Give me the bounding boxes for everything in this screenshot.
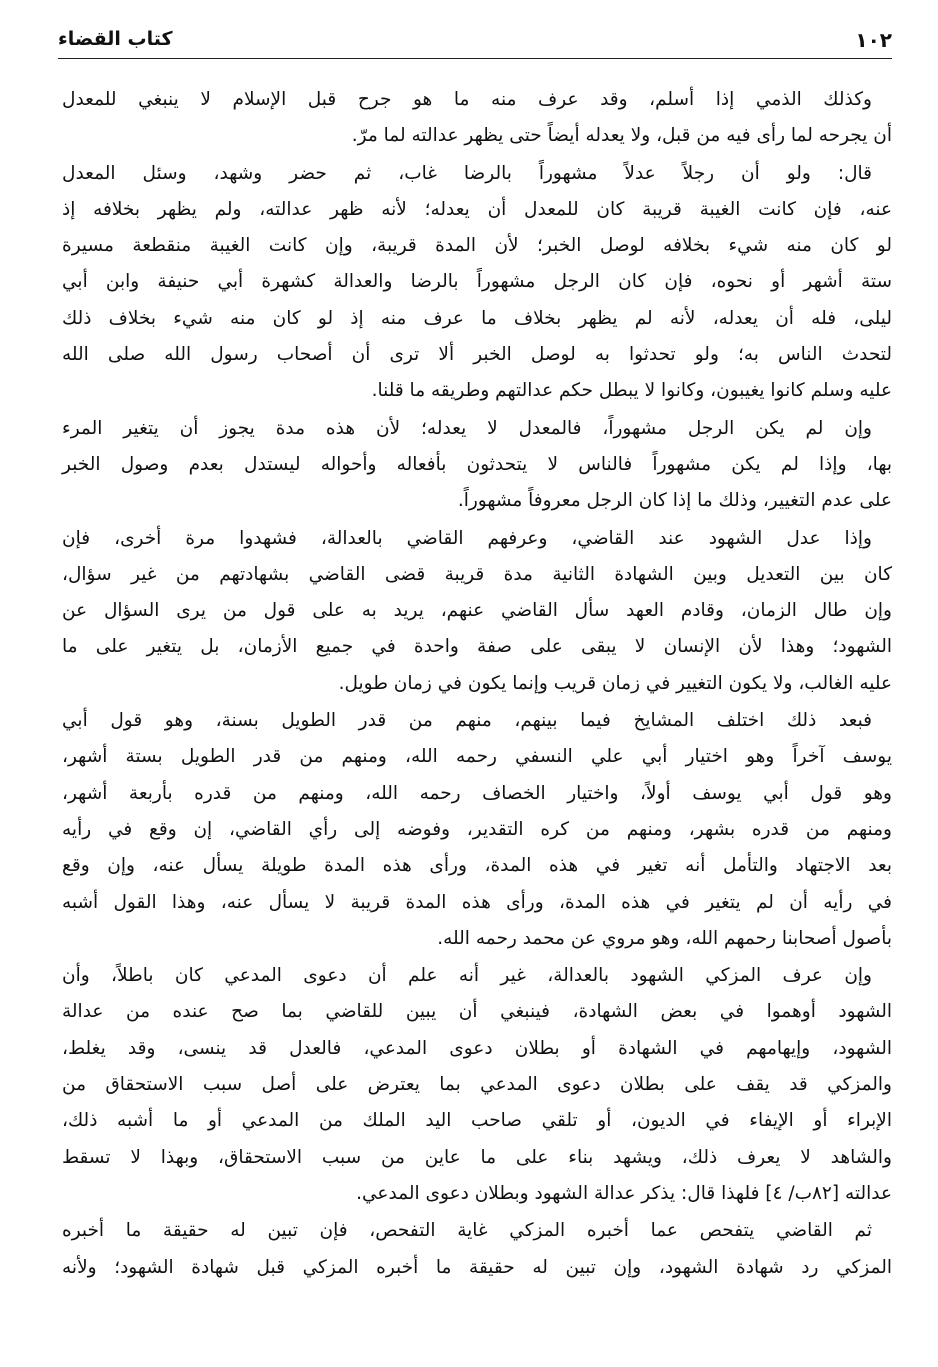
text-line: بعد الاجتهاد والتأمل أنه تغير في هذه المدة، ورأى هذه المدة طويلة يسأل عنه، وإن وقع — [62, 855, 892, 877]
text-line: الإبراء أو الإيفاء في الديون، أو تلقي صاحب اليد الملك من المدعي أو ما أشبه ذلك، — [62, 1110, 892, 1132]
text-line: أن يجرحه لما رأى فيه من قبل، ولا يعدله أيضاً حتى يظهر عدالته لما مرّ. — [351, 125, 892, 147]
text-line: وإن لم يكن الرجل مشهوراً، فالمعدل لا يعدله؛ لأن هذه مدة يجوز أن يتغير المرء — [62, 417, 872, 439]
text-line: والمزكي قد يقف على بطلان دعوى المدعي بما يعترض على أصل سبب الاستحقاق من — [62, 1074, 892, 1096]
text-line: فبعد ذلك اختلف المشايخ فيما بينهم، منهم من قدر الطويل بسنة، وهو قول أبي — [62, 710, 872, 732]
text-line: عليه وسلم كانوا يغيبون، وكانوا لا يبطل حكم عدالتهم وطريقه ما قلنا. — [371, 380, 892, 402]
paragraph — [62, 156, 892, 410]
text-line: ستة أشهر أو نحوه، فإن كان الرجل مشهوراً بالرضا والعدالة كشهرة أبي حنيفة وابن أبي — [62, 271, 892, 293]
text-line: بأصول أصحابنا رحمهم الله، وهو مروي عن محمد رحمه الله. — [437, 927, 892, 949]
text-line: الشهود أوهموا في بعض الشهادة، فينبغي أن يبين للقاضي بما صح عنده من عدالة — [62, 1001, 892, 1023]
text-line: لو كان منه شيء بخلافه لوصل الخبر؛ لأن المدة قريبة، وإن كانت الغيبة منقطعة مسيرة — [62, 235, 892, 257]
text-line: قال: ولو أن رجلاً عدلاً مشهوراً بالرضا غاب، ثم حضر وشهد، وسئل المعدل — [62, 162, 872, 184]
text-line: بها، وإذا لم يكن مشهوراً فالناس لا يتحدثون بأفعاله وأحواله ليستدل بعدم وصول الخبر — [62, 453, 892, 475]
text-line: وهو قول أبي يوسف أولاً، واختيار الخصاف رحمه الله، ومنهم من قدره بأربعة أشهر، — [62, 782, 892, 804]
text-line: الشهود؛ وهذا لأن الإنسان لا يبقى على صفة واحدة في جميع الأزمان، بل يتغير على ما — [62, 636, 892, 658]
paragraph — [62, 82, 892, 155]
page-header — [58, 28, 892, 59]
text-line: عنه، فإن كانت الغيبة قريبة كان للمعدل أن يعدله؛ لأنه ظهر عدالته، ولم يظهر بخلافه إذ — [62, 198, 892, 220]
text-line: ثم القاضي يتفحص عما أخبره المزكي غاية التفحص، فإن تبين له حقيقة ما أخبره — [62, 1220, 872, 1242]
text-line: على عدم التغيير، وذلك ما إذا كان الرجل معروفاً مشهوراً. — [457, 490, 892, 512]
text-line: وإن عرف المزكي الشهود بالعدالة، غير أنه علم أن دعوى المدعي كان باطلاً، وأن — [62, 965, 872, 987]
text-line: لتحدث الناس به؛ ولو تحدثوا به لوصل الخبر ألا ترى أن أصحاب رسول الله صلى الله — [62, 344, 892, 366]
text-line: عليه الغالب، ولا يكون التغيير في زمان قريب وإنما يكون في زمان طويل. — [338, 672, 892, 694]
page-number: ١٠٢ — [855, 28, 892, 52]
text-line: الشهود، وإيهامهم في الشهادة أو بطلان دعوى المدعي، فالعدل قد ينسى، وقد يغلط، — [62, 1037, 892, 1059]
paragraph — [62, 1213, 892, 1286]
text-line: ومنهم من قدره بشهر، ومنهم من كره التقدير، وفوضه إلى رأي القاضي، إن وقع في رأيه — [62, 818, 892, 840]
paragraph — [62, 958, 892, 1212]
text-line: ليلى، فله أن يعدله، لأنه لم يظهر بخلاف ما عرف منه إذ لو كان منه شيء بخلاف ذلك — [62, 307, 892, 329]
text-line: وكذلك الذمي إذا أسلم، وقد عرف منه ما هو جرح قبل الإسلام لا ينبغي للمعدل — [62, 89, 872, 110]
text-line: يوسف آخراً وهو اختيار أبي علي النسفي رحمه الله، ومنهم من قدر الطويل بستة أشهر، — [62, 746, 892, 768]
text-line: في رأيه أن لم يتغير في هذه المدة، ورأى هذه المدة قريبة لا يسأل عنه، وهذا القول أشبه — [62, 891, 892, 913]
text-line: وإذا عدل الشهود عند القاضي، وعرفهم القاضي بالعدالة، فشهدوا مرة أخرى، فإن — [62, 527, 872, 549]
text-line: كان بين التعديل وبين الشهادة الثانية مدة قريبة قضى القاضي بشهادتهم من غير سؤال، — [62, 563, 892, 585]
text-line: وإن طال الزمان، وقادم العهد سأل القاضي عنهم، يريد به على قول من يرى السؤال عن — [62, 600, 892, 622]
text-line: عدالته [٨٢ب/ ٤] فلهذا قال: يذكر عدالة الشهود وبطلان دعوى المدعي. — [356, 1182, 892, 1204]
paragraph — [62, 521, 892, 702]
text-line: والشاهد لا يعرف ذلك، ويشهد بناء على ما عاين من سبب الاستحقاق، وبهذا لا تسقط — [62, 1146, 892, 1168]
paragraph — [62, 411, 892, 520]
paragraph — [62, 703, 892, 957]
body-text — [62, 82, 892, 1287]
running-title: كتاب القضاء — [58, 28, 173, 50]
text-line: المزكي رد شهادة الشهود، وإن تبين له حقيقة ما أخبره المزكي قبل شهادة الشهود؛ ولأنه — [62, 1256, 892, 1278]
